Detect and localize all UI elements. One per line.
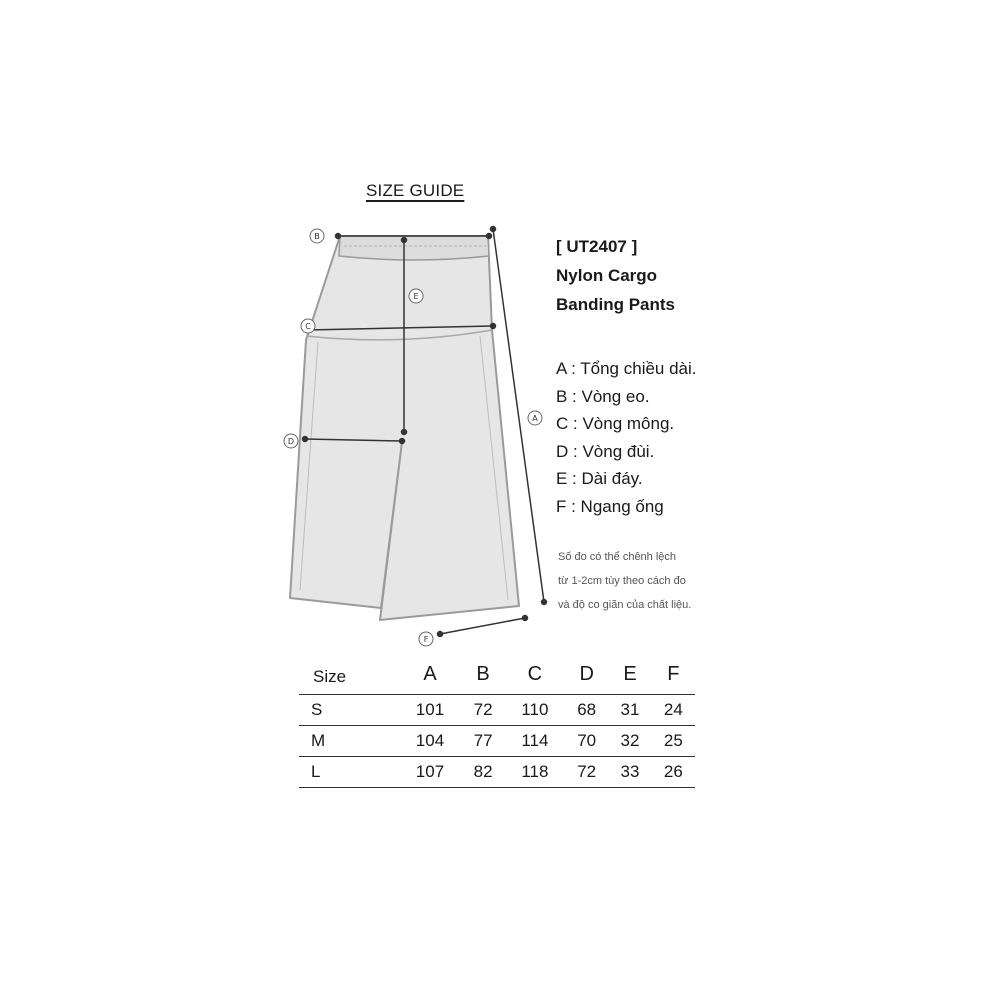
table-cell: M <box>299 726 399 757</box>
table-cell: 107 <box>399 757 462 788</box>
product-code: [ UT2407 ] <box>556 237 638 256</box>
legend-item: B : Vòng eo. <box>556 386 650 406</box>
table-cell: 24 <box>652 695 695 726</box>
label-b: B <box>314 232 320 241</box>
table-row <box>299 757 695 788</box>
table-header-cell: C <box>505 655 565 695</box>
table-header-cell: F <box>652 655 695 695</box>
legend-item: C : Vòng mông. <box>556 414 675 433</box>
note-line: và độ co giãn của chất liệu. <box>558 599 692 611</box>
note-line: Số đo có thể chênh lệch <box>558 551 677 563</box>
table-cell: 68 <box>565 695 608 726</box>
table-header-cell: D <box>565 655 608 695</box>
note-line: từ 1-2cm tùy theo cách đo <box>558 575 686 587</box>
table-row <box>299 695 695 726</box>
product-info <box>556 232 675 319</box>
table-cell: 26 <box>652 757 695 788</box>
table-cell: 70 <box>565 726 608 757</box>
label-d: D <box>287 437 295 446</box>
measure-f-line <box>440 618 525 634</box>
label-c: C <box>305 322 311 331</box>
legend-item: E : Dài đáy. <box>556 469 643 488</box>
table-cell: 72 <box>461 695 504 726</box>
label-f: F <box>423 635 429 644</box>
table-cell: 31 <box>608 695 651 726</box>
table-header-cell: E <box>608 655 651 695</box>
table-cell: 32 <box>608 726 651 757</box>
table-cell: 72 <box>565 757 608 788</box>
label-e: E <box>413 292 419 301</box>
table-header-row <box>299 655 695 695</box>
legend-item: A : Tổng chiều dài. <box>556 359 697 378</box>
legend-item: F : Ngang ống <box>556 496 664 516</box>
table-header-cell: B <box>461 655 504 695</box>
table-cell: 101 <box>399 695 462 726</box>
size-table <box>299 655 695 788</box>
table-cell: 114 <box>505 726 565 757</box>
size-guide-title: SIZE GUIDE <box>366 181 465 200</box>
product-name-line1: Nylon Cargo <box>556 266 658 285</box>
measurement-legend <box>556 355 697 520</box>
table-cell: 82 <box>461 757 504 788</box>
label-a: A <box>532 414 538 423</box>
legend-item: D : Vòng đùi. <box>556 441 655 461</box>
table-cell: S <box>299 695 399 726</box>
table-header-cell: A <box>399 655 462 695</box>
table-cell: L <box>299 757 399 788</box>
product-name-line2: Banding Pants <box>556 295 676 314</box>
table-header-cell: Size <box>299 655 399 695</box>
measurement-note <box>558 545 691 617</box>
table-cell: 25 <box>652 726 695 757</box>
table-cell: 77 <box>461 726 504 757</box>
table-cell: 110 <box>505 695 565 726</box>
table-cell: 104 <box>399 726 462 757</box>
table-cell: 118 <box>505 757 565 788</box>
table-row <box>299 726 695 757</box>
waistband <box>339 236 489 260</box>
table-cell: 33 <box>608 757 651 788</box>
